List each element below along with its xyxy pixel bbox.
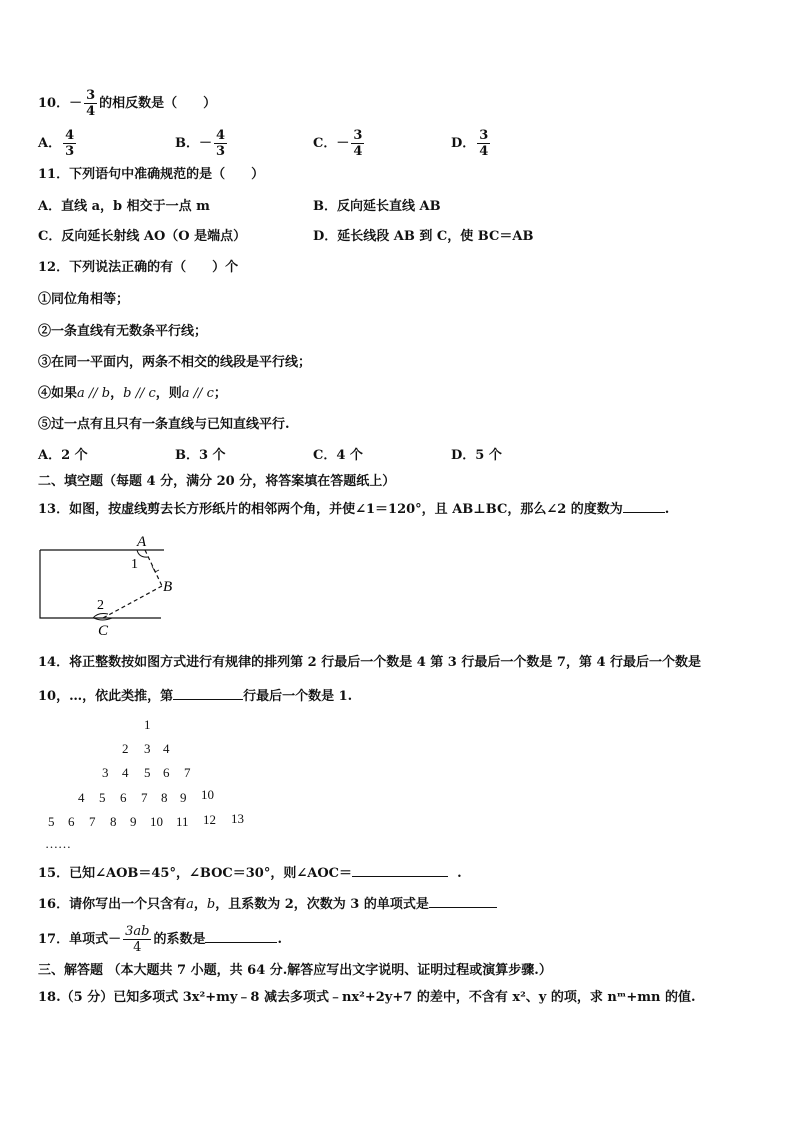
label-a: A	[137, 534, 147, 550]
triangle-number: 5	[48, 814, 55, 829]
triangle-number: 7	[89, 814, 96, 829]
question-11-option-c: C．反向延长射线 AO（O 是端点）	[38, 229, 247, 244]
question-18-stem: 18.（5 分）已知多项式 3x²+my﹣8 减去多项式﹣nx²+2y+7 的差中，不含有 x²、y 的项，求 nᵐ+mn 的值.	[38, 990, 696, 1005]
figure-rectangle-cut	[36, 528, 186, 640]
question-12-option-d: D．5 个	[451, 448, 502, 463]
triangle-number: 11	[176, 814, 189, 829]
question-12-option-b: B．3 个	[175, 448, 226, 463]
question-12-item: ②一条直线有无数条平行线；	[38, 324, 208, 339]
question-16-stem: 16．请你写出一个只含有a，b，且系数为 2，次数为 3 的单项式是	[38, 895, 497, 913]
label-c: C	[98, 623, 109, 639]
triangle-number: 7	[141, 790, 148, 805]
triangle-ellipsis: ……	[45, 836, 71, 851]
question-12-item: ③在同一平面内，两条不相交的线段是平行线；	[38, 355, 312, 370]
triangle-number: 13	[231, 811, 244, 826]
triangle-number: 4	[122, 765, 129, 780]
question-12-option-c: C．4 个	[313, 448, 363, 463]
question-12-option-a: A．2 个	[38, 448, 88, 463]
triangle-number: 3	[102, 765, 109, 780]
triangle-number: 5	[99, 790, 106, 805]
question-14-line-1: 14．将正整数按如图方式进行有规律的排列第 2 行最后一个数是 4 第 3 行最后一个数是 7，第 4 行最后一个数是	[38, 655, 702, 670]
question-10-option-a: A． $\frac{4}{3}$	[38, 128, 75, 159]
question-13-stem: 13．如图，按虚线剪去长方形纸片的相邻两个角，并使∠1＝120°，且 AB⊥BC，那么∠2 的度数为 .	[38, 502, 670, 517]
fraction: $\frac{3}{4}$	[86, 88, 96, 119]
section-2-heading: 二、填空题（每题 4 分，满分 20 分，将答案填在答题纸上）	[38, 474, 396, 489]
triangle-number: 9	[130, 814, 137, 829]
triangle-number: 9	[180, 790, 187, 805]
question-12-item: ①同位角相等；	[38, 292, 130, 307]
question-10-option-b: B．－ $\frac{4}{3}$	[175, 128, 226, 159]
question-10-stem: 10．－ $\frac{3}{4}$ 的相反数是（ ）	[38, 88, 217, 119]
question-11-option-d: D．延长线段 AB 到 C，使 BC＝AB	[313, 229, 534, 244]
question-12-item-4: ④如果a // b，b // c，则a // c；	[38, 386, 227, 401]
triangle-number: 8	[161, 790, 168, 805]
triangle-number: 7	[184, 765, 191, 780]
triangle-number: 5	[144, 765, 151, 780]
question-12-item-5: ⑤过一点有且只有一条直线与已知直线平行.	[38, 417, 290, 432]
triangle-number: 1	[144, 717, 151, 732]
triangle-number: 8	[110, 814, 117, 829]
label-angle-2: 2	[97, 598, 104, 613]
question-11-stem: 11．下列语句中准确规范的是（ ）	[38, 167, 265, 182]
label-angle-1: 1	[131, 557, 138, 572]
question-17-stem: 17．单项式－ $\frac{3ab}{4}$ 的系数是 .	[38, 924, 282, 955]
triangle-number: 6	[163, 765, 170, 780]
question-14-line-2: 10，…，依此类推，第 行最后一个数是 1.	[38, 689, 353, 704]
question-11-option-b: B．反向延长直线 AB	[313, 199, 441, 214]
section-3-heading: 三、解答题 （本大题共 7 小题，共 64 分.解答应写出文字说明、证明过程或演算步骤.）	[38, 963, 552, 978]
question-11-option-a: A．直线 a，b 相交于一点 m	[38, 199, 210, 214]
question-10-option-c: C．－ $\frac{3}{4}$	[313, 128, 363, 159]
triangle-number: 3	[144, 741, 151, 756]
triangle-number: 10	[150, 814, 163, 829]
question-15-stem: 15．已知∠AOB＝45°，∠BOC＝30°，则∠AOC＝ .	[38, 866, 462, 881]
question-12-stem: 12．下列说法正确的有（ ）个	[38, 260, 239, 275]
triangle-number: 6	[120, 790, 127, 805]
triangle-number: 12	[203, 812, 216, 827]
label-b: B	[163, 579, 173, 595]
question-10-option-d: D． $\frac{3}{4}$	[451, 128, 489, 159]
triangle-number: 10	[201, 787, 214, 802]
triangle-number: 4	[78, 790, 85, 805]
triangle-number: 4	[163, 741, 170, 756]
triangle-number: 6	[68, 814, 75, 829]
triangle-number: 2	[122, 741, 129, 756]
